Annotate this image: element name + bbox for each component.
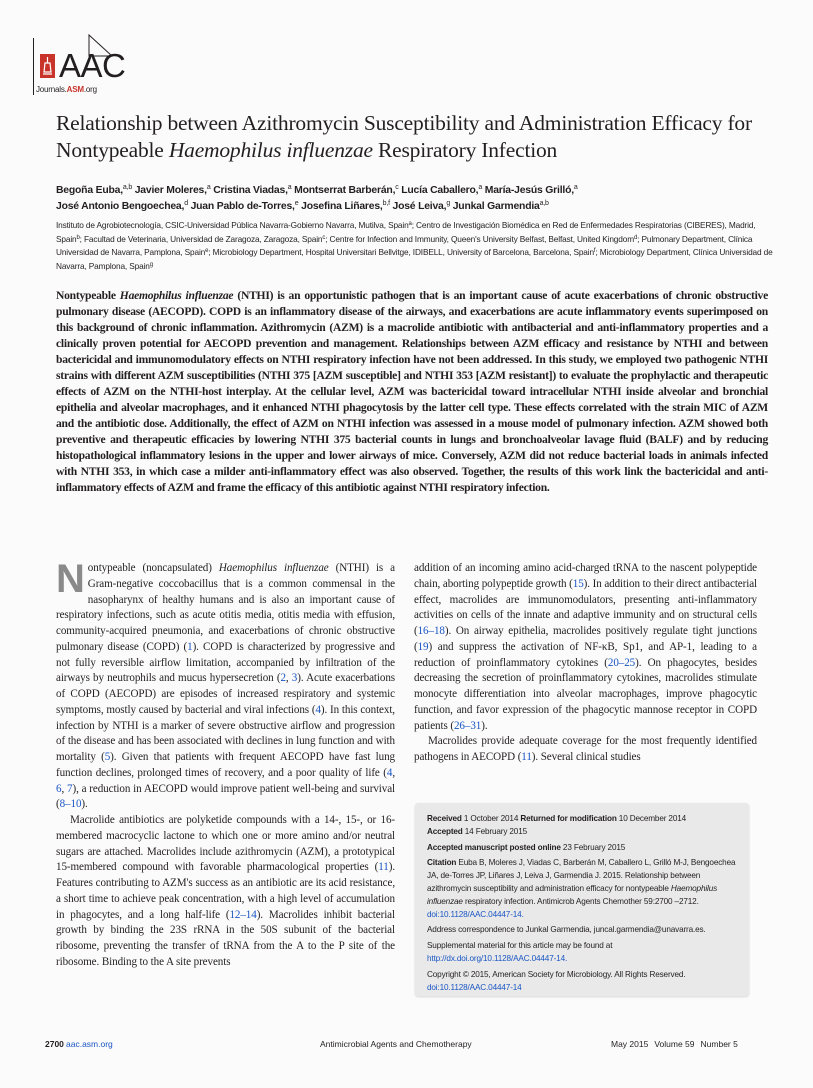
author-affiliation-marker: a (206, 184, 211, 191)
author-name: Junkal Garmendia (452, 201, 540, 212)
journal-logo (33, 38, 148, 98)
reference-link[interactable]: 5 (104, 751, 111, 763)
author-name: José Leiva, (392, 201, 447, 212)
author-affiliation-marker: e (294, 200, 299, 207)
journal-site-link[interactable]: aac.asm.org (66, 1039, 113, 1049)
author-affiliation-marker: d (184, 200, 188, 207)
affiliation: ; Pulmonary Department, Clínica Universidad de Navarra, Pamplona, Spain (56, 233, 753, 258)
reference-link[interactable]: 12–14 (229, 908, 257, 921)
reference-link[interactable]: 11 (378, 861, 389, 874)
reference-link[interactable]: 20–25 (607, 656, 636, 669)
affiliation: ; Centre for Infection and Immunity, Queen's University Belfast, Belfast, United Kingdom (325, 233, 634, 244)
received-line: Received 1 October 2014 Returned for modification 10 December 2014 Accepted 14 February 2015 (427, 814, 687, 836)
reference-link[interactable]: 7 (67, 782, 73, 795)
reference-link[interactable]: 8–10 (59, 798, 82, 811)
citation-doi-link[interactable]: doi:10.1128/AAC.04447-14. (427, 909, 524, 919)
journal-name: Antimicrobial Agents and Chemotherapy (320, 1039, 472, 1049)
issue-info: May 2015 Volume 59 Number 5 (611, 1039, 738, 1049)
body-paragraph: addition of an incoming amino acid-charged tRNA to the nascent polypeptide chain, aborting polypeptide growth (15). In addition to their direct antibacterial effect, macrolides are immunomodulators, presenting anti-inflammatory activities on cells of the innate and adaptive immunity and on structural cells (16–18). On airway epithelia, macrolides positively regulate tight junctions (19) and suppress the activation of NF-κB, Sp1, and AP-1, leading to a reduction of proinflammatory cytokines (20–25). On phagocytes, besides decreasing the secretion of proinflammatory cytokines, macrolides stimulate monocyte differentiation into alveolar macrophages, improve phagocytic function, and favor expression of the phagocytic mannose receptor in COPD patients (26–31). (414, 562, 758, 732)
body-paragraph: Macrolide antibiotics are polyketide compounds with a 14-, 15-, or 16-membered macrocyclic lactone to which one or more amino and/or neutral sugars are attached. Macrolides include azithromycin (AZM), a prototypical 15-membered compound with favorable pharmacological properties (11). Features contributing to AZM's success as an antibiotic are its acid resistance, a short time to achieve peak concentration, with a high level of accumulation in phagocytes, and a long half-life (12–14). Macrolides inhibit bacterial growth by binding the 23S rRNA in the 50S subunit of the bacterial ribosome, preventing the transfer of tRNA from the A to the P site of the ribosome. Binding to the A site prevents (56, 814, 395, 968)
author-name: José Antonio Bengoechea, (56, 201, 185, 212)
reference-link[interactable]: 16–18 (417, 625, 445, 637)
author-name: María-Jesús Grilló, (484, 185, 574, 196)
logo-url: Journals.ASM.org (36, 85, 97, 94)
logo-frame-line (33, 38, 34, 95)
doi-link[interactable]: doi:10.1128/AAC.04447-14 (427, 982, 522, 992)
drop-cap: N (56, 557, 85, 601)
asm-emblem-icon (40, 54, 55, 78)
body-column-right (414, 561, 757, 766)
correspondence: Address correspondence to Junkal Garmendia, juncal.garmendia@unavarra.es. (427, 925, 706, 935)
author-affiliation-marker: g (446, 200, 451, 207)
affiliation: ; Centro de Investigación Biomédica en Red de Enfermedades Respiratorias (CIBERES), Madrid, Spain (56, 220, 756, 244)
author-name: Montserrat Barberán, (294, 185, 396, 196)
reference-link[interactable]: 26–31 (453, 719, 482, 732)
affiliation: Instituto de Agrobiotecnología, CSIC-Universidad Pública Navarra-Gobierno Navarra, Mutilva, Spain (56, 220, 409, 230)
author-affiliation-marker: a,b (539, 200, 549, 207)
reference-link[interactable]: 19 (417, 640, 429, 653)
supplemental-link[interactable]: http://dx.doi.org/10.1128/AAC.04447-14. (427, 953, 568, 963)
reference-link[interactable]: 3 (291, 672, 298, 685)
reference-link[interactable]: 11 (521, 751, 532, 763)
affiliation: ; Microbiology Department, Clínica Universidad de Navarra, Pamplona, Spain (56, 247, 773, 271)
reference-link[interactable]: 6 (56, 782, 62, 795)
author-affiliation-marker: a (478, 184, 483, 191)
posted-line: Accepted manuscript posted online 23 February 2015 (427, 842, 626, 852)
author-affiliation-marker: b,f (382, 200, 390, 207)
abstract: Nontypeable Haemophilus influenzae (NTHI) is an opportunistic pathogen that is an important cause of acute exacerbations of chronic obstructive pulmonary disease (AECOPD). COPD is an inflammatory disease of the airways, and exacerbations are acute inflammatory events superimposed on this background of chronic inflammation. Azithromycin (AZM) is a macrolide antibiotic with antibacterial and anti-inflammatory properties and a clinically proven potential for AECOPD prevention and management. Relationships between AZM efficacy and resistance by NTHI and between bactericidal and immunomodulatory effects on NTHI respiratory infection have not been addressed. In this study, we employed two pathogenic NTHI strains with different AZM susceptibilities (NTHI 375 [AZM susceptible] and NTHI 353 [AZM resistant]) to evaluate the prophylactic and therapeutic effects of AZM on the NTHI-host interplay. At the cellular level, AZM was bactericidal toward intracellular NTHI inside alveolar and bronchial epithelia and alveolar macrophages, and it enhanced NTHI phagocytosis by the latter cell type. These effects correlated with the strain MIC of AZM and the antibiotic dose. Additionally, the effect of AZM on NTHI infection was assessed in a mouse model of pulmonary infection. AZM showed both preventive and therapeutic efficacies by lowering NTHI 375 bacterial counts in lungs and bronchoalveolar lavage fluid (BALF) and by reducing histopathological inflammatory lesions in the upper and lower airways of mice. Conversely, AZM did not reduce bacterial loads in animals infected with NTHI 353, in which case a milder anti-inflammatory effect was also observed. Together, the results of this work link the bactericidal and anti-inflammatory effects of AZM and frame the efficacy of this antibiotic against NTHI respiratory infection. (56, 289, 769, 494)
page-footer (0, 1039, 813, 1053)
author-name: Josefina Liñares, (301, 201, 383, 212)
author-list (56, 183, 771, 215)
author-affiliation-marker: c (395, 184, 399, 191)
author-name: Lucía Caballero, (401, 185, 479, 196)
author-name: Juan Pablo de-Torres, (190, 201, 295, 212)
article-title: Relationship between Azithromycin Susceptibility and Administration Efficacy for Nontypeable Haemophilus influenzae Respiratory Infection (56, 111, 752, 162)
author-affiliation-marker: a,b (122, 184, 133, 191)
body-paragraph: Nontypeable (noncapsulated) Haemophilus influenzae (NTHI) is a Gram-negative coccobacillus that is a common commensal in the nasopharynx of healthy humans and is also an important cause of respiratory infections, such as acute otitis media, otitis media with effusion, community-acquired pneumonia, and exacerbations of chronic obstructive pulmonary disease (COPD) (1). COPD is characterized by progressive and not fully reversible airflow limitation, accompanied by infiltration of the airways by neutrophils and mucus hypersecretion (2, 3). Acute exacerbations of COPD (AECOPD) are episodes of increased respiratory and systemic symptoms, mostly caused by bacterial and viral infections (4). In this context, infection by NTHI is a marker of severe obstructive airflow and progression of the disease and has been associated with declines in lung function and with mortality (5). Given that patients with frequent AECOPD have fast lung function declines, prolonged times of recovery, and a poor quality of life (4, 6, 7), a reduction in AECOPD would improve patient well-being and survival (8–10). (56, 557, 395, 811)
author-affiliation-marker: a (573, 184, 578, 191)
body-paragraph: Macrolides provide adequate coverage for the most frequently identified pathogens in AECOPD (11). Several clinical studies (414, 735, 757, 763)
supplemental: Supplemental material for this article may be found at http://dx.doi.org/10.1128/AAC.04447-14. (427, 941, 613, 963)
affiliations: Instituto de Agrobiotecnología, CSIC-Universidad Pública Navarra-Gobierno Navarra, Mutilva, Spain$^a$; Centro de Investigación Biomédica en Red de Enfermedades Respiratorias (CIBERES), Madrid, Spain$^b$; Facultad de Veterinaria, Universidad de Zaragoza, Zaragoza, Spain$^c$; Centre for Infection and Immunity, Queen's University Belfast, Belfast, United Kingdom$^d$; Pulmonary Department, Clínica Universidad de Navarra, Pamplona, Spain$^e$; Microbiology Department, Hospital Universitari Bellvitge, IDIBELL, University of Barcelona, Barcelona, Spain$^f$; Microbiology Department, Clínica Universidad de Navarra, Pamplona, Spain$^g$ (56, 220, 773, 271)
author-affiliation-marker: a (287, 184, 292, 191)
author-name: Javier Moleres, (134, 185, 207, 196)
affiliation: ; Facultad de Veterinaria, Universidad de Zaragoza, Zaragoza, Spain (79, 233, 323, 244)
page-number: 2700 (45, 1039, 64, 1049)
copyright: Copyright © 2015, American Society for Microbiology. All Rights Reserved. doi:10.1128/AAC.04447-14 (427, 969, 686, 992)
reference-link[interactable]: 4 (386, 766, 393, 779)
italic-term: Haemophilus influenzae (218, 562, 329, 574)
reference-link[interactable]: 1 (187, 640, 193, 653)
logo-text: AAC (59, 47, 126, 84)
reference-link[interactable]: 15 (572, 577, 584, 590)
author-name: Cristina Viadas, (213, 185, 288, 196)
reference-link[interactable]: 4 (315, 703, 321, 716)
body-column-left (56, 557, 395, 971)
article-info-box (415, 803, 749, 996)
author-name: Begoña Euba, (56, 185, 123, 196)
citation: Citation Euba B, Moleres J, Viadas C, Barberán M, Caballero L, Grilló M-J, Bengoechea JA, de-Torres JP, Liñares J, Leiva J, Garmendia J. 2015. Relationship between azithromycin susceptibility and administration efficacy for nontypeable Haemophilus influenzae respiratory infection. Antimicrob Agents Chemother 59:2700 –2712. doi:10.1128/AAC.04447-14. (427, 858, 736, 919)
reference-link[interactable]: 2 (280, 672, 286, 685)
affiliation: ; Microbiology Department, Hospital Universitari Bellvitge, IDIBELL, University of Barcelona, Barcelona, Spain (208, 247, 594, 258)
